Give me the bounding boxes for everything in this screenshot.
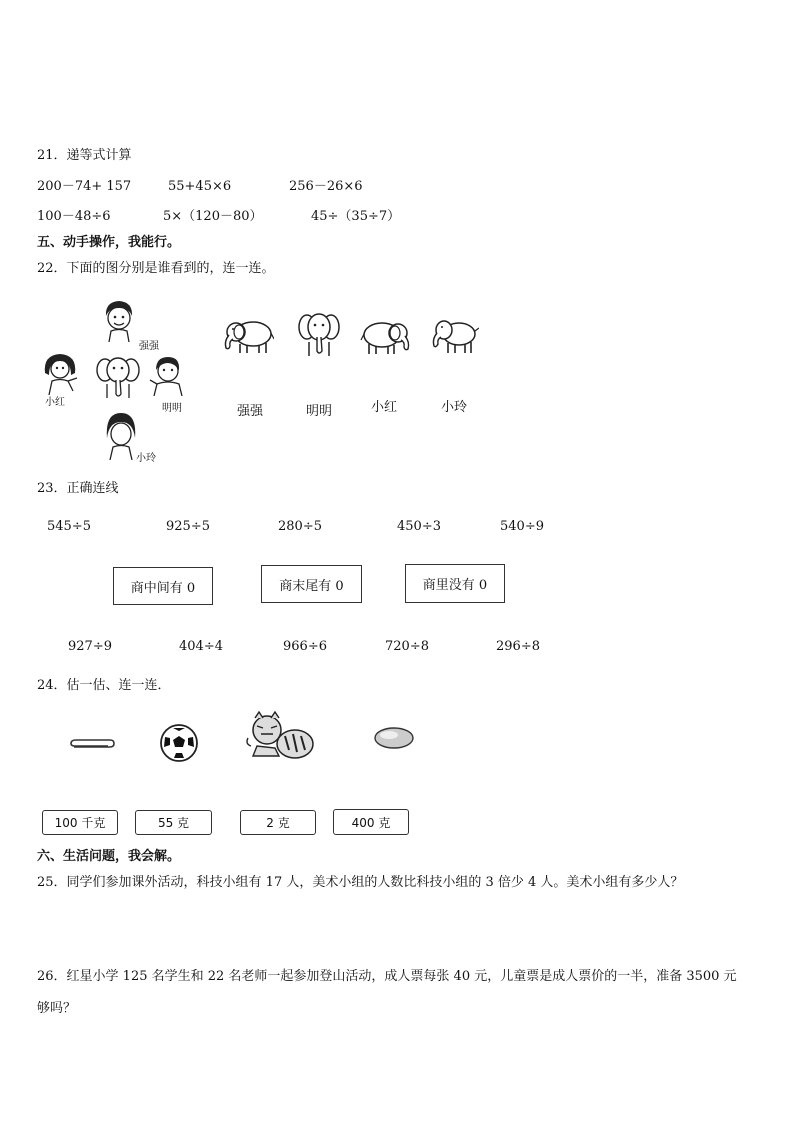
paperclip-icon xyxy=(68,737,116,751)
weight-55g-box: 55 克 xyxy=(135,810,212,835)
child-xiaoling-icon xyxy=(104,410,138,460)
name-qiangqiang: 强强 xyxy=(237,404,264,419)
name-xiaoling: 小玲 xyxy=(441,400,468,415)
weight-2g-box: 2 克 xyxy=(240,810,316,835)
child-mingming-icon xyxy=(148,354,186,396)
q23-top-3: 280÷5 xyxy=(278,519,322,534)
q25-text: 25．同学们参加课外活动，科技小组有 17 人，美术小组的人数比科技小组的 3 倍少 4 人。美术小组有多少人？ xyxy=(37,875,684,890)
egg-icon xyxy=(373,726,417,750)
label-qiangqiang: 强强 xyxy=(139,341,159,352)
q23-bottom-5: 296÷8 xyxy=(496,639,540,654)
q23-top-1: 545÷5 xyxy=(47,519,91,534)
section-5-heading: 五、动手操作，我能行。 xyxy=(37,235,181,250)
q26-line-2: 够吗？ xyxy=(37,1001,77,1016)
weight-100kg-box: 100 千克 xyxy=(42,810,118,835)
q21-title: 21．递等式计算 xyxy=(37,148,132,163)
q26-line-1: 26．红星小学 125 名学生和 22 名老师一起参加登山活动，成人票每张 40 元，儿童票是成人票价的一半，准备 3500 元 xyxy=(37,969,737,984)
soccer-ball-icon xyxy=(158,723,200,763)
q22-title: 22．下面的图分别是谁看到的，连一连。 xyxy=(37,261,275,276)
tiger-icon xyxy=(245,710,317,762)
q23-bottom-3: 966÷6 xyxy=(283,639,327,654)
category-box-no-zero: 商里没有 0 xyxy=(405,564,505,603)
q21-expr-4: 100－48÷6 xyxy=(37,209,111,224)
q23-top-5: 540÷9 xyxy=(500,519,544,534)
q23-bottom-2: 404÷4 xyxy=(179,639,223,654)
elephant-other-side-icon xyxy=(431,316,479,356)
q21-expr-3: 256－26×6 xyxy=(289,179,363,194)
elephant-side-view-icon xyxy=(222,317,274,355)
label-xiaohong: 小红 xyxy=(45,397,65,408)
q21-expr-2: 55+45×6 xyxy=(168,179,232,194)
child-xiaohong-icon xyxy=(41,351,79,395)
weight-400g-box: 400 克 xyxy=(333,809,409,835)
name-mingming: 明明 xyxy=(306,404,333,419)
elephant-back-view-icon xyxy=(360,318,412,356)
elephant-front-icon xyxy=(95,354,141,400)
elephant-front-view-icon xyxy=(298,310,340,356)
q21-expr-1: 200－74+ 157 xyxy=(37,179,132,194)
child-qiangqiang-icon xyxy=(101,298,137,342)
category-box-middle-zero: 商中间有 0 xyxy=(113,567,213,605)
q21-expr-5: 5×（120－80） xyxy=(163,209,263,224)
label-mingming: 明明 xyxy=(162,403,182,414)
q24-title: 24．估一估、连一连． xyxy=(37,678,171,693)
q21-expr-6: 45÷（35÷7） xyxy=(311,209,401,224)
q23-top-2: 925÷5 xyxy=(166,519,210,534)
q23-bottom-1: 927÷9 xyxy=(68,639,112,654)
category-box-end-zero: 商末尾有 0 xyxy=(261,565,362,603)
q23-bottom-4: 720÷8 xyxy=(385,639,429,654)
q23-top-4: 450÷3 xyxy=(397,519,441,534)
section-6-heading: 六、生活问题，我会解。 xyxy=(37,849,181,864)
q23-title: 23．正确连线 xyxy=(37,481,119,496)
name-xiaohong: 小红 xyxy=(371,400,398,415)
label-xiaoling: 小玲 xyxy=(136,453,156,464)
